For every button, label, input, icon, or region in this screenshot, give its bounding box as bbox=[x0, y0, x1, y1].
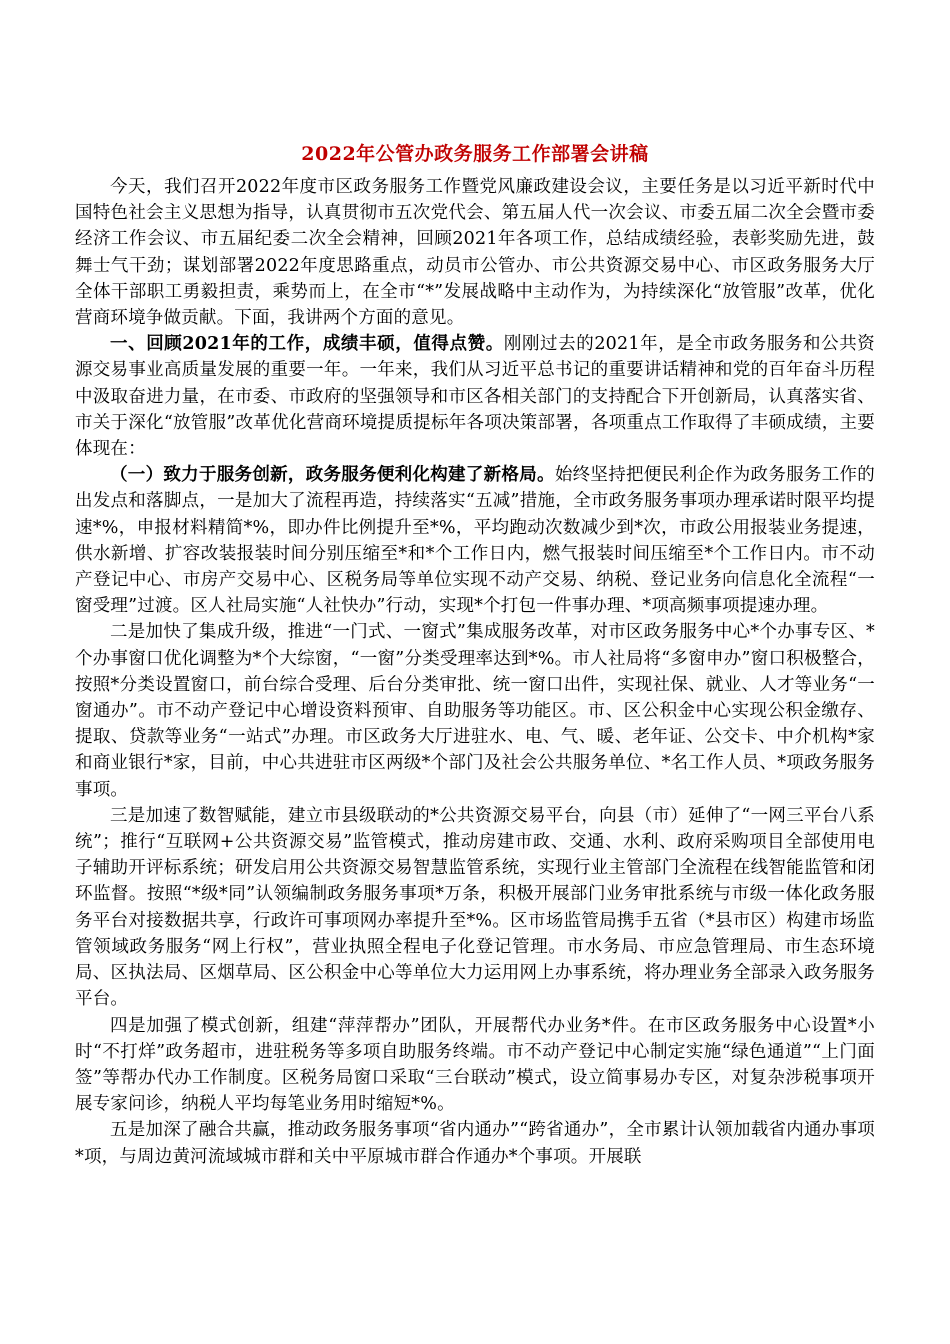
document-title: 2022年公管办政务服务工作部署会讲稿 bbox=[301, 143, 649, 165]
paragraph-section-one-text: 刚刚过去的2021年，是全市政务服务和公共资源交易事业高质量发展的重要一年。一年来，我们从习近平总书记的重要讲话精神和党的百年奋斗历程中汲取奋进力量，在市委、市政府的坚强领导和市区各相关部门的支持配合下开创新局，认真落实省、市关于深化“放管服”改革优化营商环境提质提标年各项决策部署，各项重点工作取得了丰硕成绩，主要体现在： bbox=[75, 334, 876, 460]
document-page bbox=[75, 140, 875, 1170]
paragraph-subsection-one bbox=[75, 462, 875, 619]
paragraph-intro-text: 今天，我们召开2022年度市区政务服务工作暨党风廉政建设会议，主要任务是以习近平新时代中国特色社会主义思想为指导，认真贯彻市五次党代会、第五届人代一次会议、市委五届二次全会暨市委经济工作会议、市五届纪委二次全会精神，回顾2021年各项工作，总结成绩经验，表彰奖励先进，鼓舞士气干劲；谋划部署2022年度思路重点，动员市公管办、市公共资源交易中心、市区政务服务大厅全体干部职工勇毅担责，乘势而上，在全市“*”发展战略中主动作为，为持续深化“放管服”改革，优化营商环境争做贡献。下面，我讲两个方面的意见。 bbox=[75, 177, 875, 329]
paragraph-point-five bbox=[75, 1117, 875, 1169]
paragraph-point-four-text: 四是加强了模式创新，组建“萍萍帮办”团队，开展帮代办业务*件。在市区政务服务中心设置*小时“不打烊”政务超市，进驻税务等多项自助服务终端。市不动产登记中心制定实施“绿色通道”“上门面签”等帮办代办工作制度。区税务局窗口采取“三台联动”模式，设立简事易办专区，对复杂涉税事项开展专家问诊，纳税人平均每笔业务用时缩短*%。 bbox=[75, 1015, 875, 1115]
paragraph-point-four bbox=[75, 1013, 875, 1118]
paragraph-section-one bbox=[75, 331, 875, 462]
paragraph-subsection-one-text: 始终坚持把便民利企作为政务服务工作的出发点和落脚点，一是加大了流程再造，持续落实“五减”措施，全市政务服务事项办理承诺时限平均提速*%，申报材料精简*%，即办件比例提升至*%，平均跑动次数减少到*次，市政公用报装业务提速，供水新增、扩容改装报装时间分别压缩至*和*个工作日内，燃气报装时间压缩至*个工作日内。市不动产登记中心、市房产交易中心、区税务局等单位实现不动产交易、纳税、登记业务向信息化全流程“一窗受理”过渡。区人社局实施“人社快办”行动，实现*个打包一件事办理、*项高频事项提速办理。 bbox=[75, 465, 876, 617]
paragraph-point-three-text: 三是加速了数智赋能，建立市县级联动的*公共资源交易平台，向县（市）延伸了“一网三平台八系统”；推行“互联网+公共资源交易”监管模式，推动房建市政、交通、水利、政府采购项目全部使用电子辅助开评标系统；研发启用公共资源交易智慧监管系统，实现行业主管部门全流程在线智能监管和闭环监督。按照“*级*同”认领编制政务服务事项*万条，积极开展部门业务审批系统与市级一体化政务服务平台对接数据共享，行政许可事项网办率提升至*%。区市场监管局携手五省（*县市区）构建市场监管领域政务服务“网上行权”，营业执照全程电子化登记管理。市水务局、市应急管理局、市生态环境局、区执法局、区烟草局、区公积金中心等单位大力运用网上办事系统，将办理业务全部录入政务服务平台。 bbox=[75, 805, 875, 1010]
subsection-heading-one: （一）致力于服务创新，政务服务便利化构建了新格局。 bbox=[110, 465, 555, 486]
paragraph-intro bbox=[75, 174, 875, 331]
paragraph-point-two bbox=[75, 619, 875, 802]
paragraph-point-five-text: 五是加深了融合共赢，推动政务服务事项“省内通办”“跨省通办”，全市累计认领加载省内通办事项*项，与周边黄河流域城市群和关中平原城市群合作通办*个事项。开展联 bbox=[75, 1120, 875, 1167]
paragraph-point-two-text: 二是加快了集成升级，推进“一门式、一窗式”集成服务改革，对市区政务服务中心*个办事专区、*个办事窗口优化调整为*个大综窗，“一窗”分类受理率达到*%。市人社局将“多窗申办”窗口积极整合，按照*分类设置窗口，前台综合受理、后台分类审批、统一窗口出件，实现社保、就业、人才等业务“一窗通办”。市不动产登记中心增设资料预审、自助服务等功能区。市、区公积金中心实现公积金缴存、提取、贷款等业务“一站式”办理。市区政务大厅进驻水、电、气、暖、老年证、公交卡、中介机构*家和商业银行*家，目前，中心共进驻市区两级*个部门及社会公共服务单位、*名工作人员、*项政务服务事项。 bbox=[75, 622, 875, 800]
paragraph-point-three bbox=[75, 803, 875, 1013]
section-heading-one: 一、回顾2021年的工作，成绩丰硕，值得点赞。 bbox=[110, 334, 504, 355]
